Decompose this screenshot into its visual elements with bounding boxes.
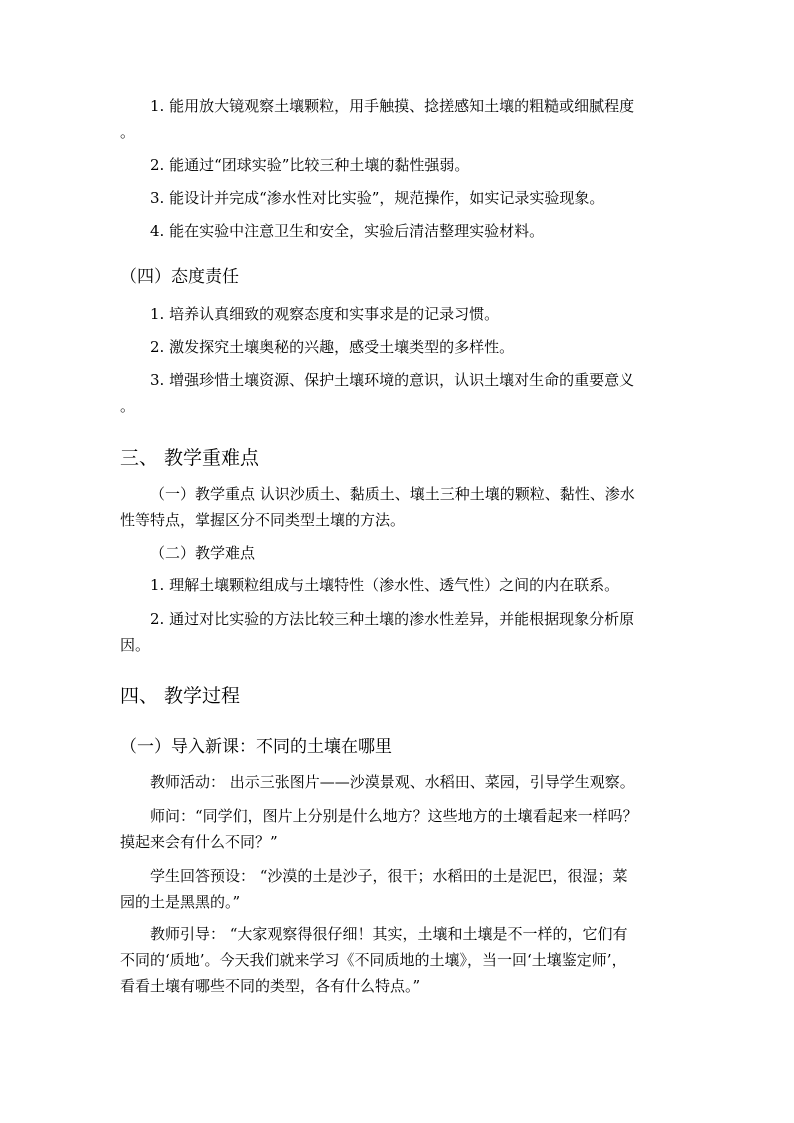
key-point-cont: 性等特点，掌握区分不同类型土壤的方法。	[120, 511, 406, 529]
section-3-heading: 三、 教学重难点	[120, 447, 260, 469]
attitude-item-1: 1. 培养认真细致的观察态度和实事求是的记录习惯。	[150, 305, 500, 323]
key-point: （一）教学重点 认识沙质土、黏质土、壤土三种土壤的颗粒、黏性、渗水	[150, 485, 635, 503]
teacher-question-cont: 摸起来会有什么不同？”	[120, 833, 278, 851]
student-answer: 学生回答预设： “沙漠的土是沙子，很干；水稻田的土是泥巴，很湿；菜	[150, 867, 628, 885]
skill-item-3: 3. 能设计并完成“渗水性对比实验”，规范操作，如实记录实验现象。	[150, 189, 605, 207]
teacher-guide-cont-2: 看看土壤有哪些不同的类型，各有什么特点。”	[120, 977, 421, 995]
skill-item-1-cont: 。	[120, 123, 136, 141]
intro-heading: （一）导入新课：不同的土壤在哪里	[120, 737, 392, 757]
teacher-guide-cont-1: 不同的‘质地’。今天我们就来学习《不同质地的土壤》，当一回‘土壤鉴定师’，	[120, 951, 627, 969]
teacher-guide: 教师引导： “大家观察得很仔细！其实，土壤和土壤是不一样的，它们有	[150, 925, 628, 943]
difficulty-item-2-cont: 因。	[120, 636, 151, 654]
teacher-activity: 教师活动： 出示三张图片——沙漠景观、水稻田、菜园，引导学生观察。	[150, 773, 635, 791]
attitude-item-3-cont: 。	[120, 397, 136, 415]
skill-item-2: 2. 能通过“团球实验”比较三种土壤的黏性强弱。	[150, 156, 470, 174]
teacher-question: 师问：“同学们，图片上分别是什么地方？这些地方的土壤看起来一样吗？	[150, 807, 638, 825]
attitude-item-3: 3. 增强珍惜土壤资源、保护土壤环境的意识，认识土壤对生命的重要意义	[150, 371, 635, 389]
skill-item-4: 4. 能在实验中注意卫生和安全，实验后清洁整理实验材料。	[150, 222, 545, 240]
difficulty-heading: （二）教学难点	[150, 544, 256, 562]
skill-item-1: 1. 能用放大镜观察土壤颗粒，用手触摸、捻搓感知土壤的粗糙或细腻程度	[150, 97, 635, 115]
student-answer-cont: 园的土是黑黑的。”	[120, 893, 241, 911]
attitude-item-2: 2. 激发探究土壤奥秘的兴趣，感受土壤类型的多样性。	[150, 338, 515, 356]
difficulty-item-2: 2. 通过对比实验的方法比较三种土壤的渗水性差异，并能根据现象分析原	[150, 610, 635, 628]
section-4-heading: 四、 教学过程	[120, 685, 241, 707]
attitude-heading: （四）态度责任	[120, 267, 239, 287]
difficulty-item-1: 1. 理解土壤颗粒组成与土壤特性（渗水性、透气性）之间的内在联系。	[150, 576, 620, 594]
